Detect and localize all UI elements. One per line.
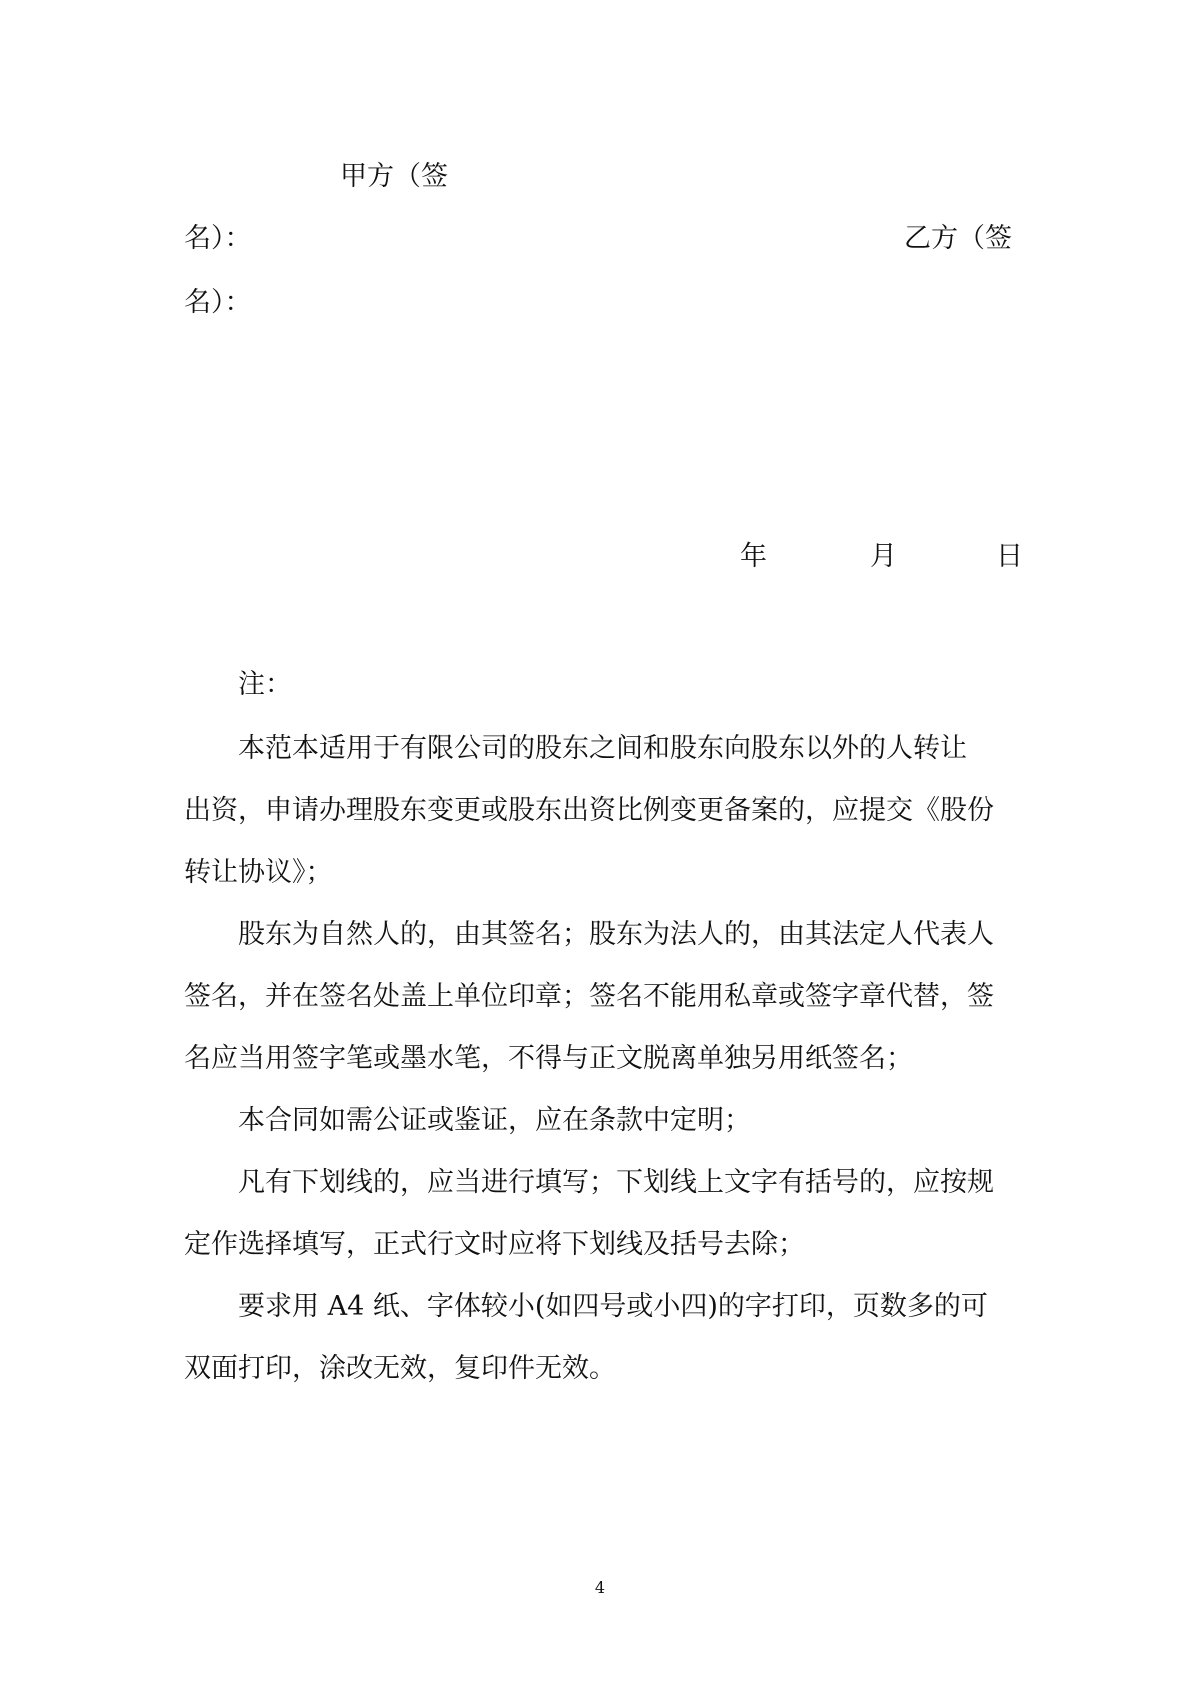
- party-a-label-line1: 甲方（签: [340, 161, 448, 192]
- note-line: 名应当用签字笔或墨水笔，不得与正文脱离单独另用纸签名；: [184, 1043, 913, 1074]
- date-month: 月: [870, 541, 897, 572]
- party-b-label-line2: 名）：: [184, 287, 252, 318]
- note-line: 签名，并在签名处盖上单位印章；签名不能用私章或签字章代替，签: [184, 981, 994, 1012]
- note-line: 双面打印，涂改无效，复印件无效。: [184, 1353, 616, 1384]
- note-line: 本合同如需公证或鉴证，应在条款中定明；: [238, 1105, 751, 1136]
- note-line: 凡有下划线的，应当进行填写；下划线上文字有括号的，应按规: [238, 1167, 994, 1198]
- date-day: 日: [996, 541, 1023, 572]
- note-line: 出资，申请办理股东变更或股东出资比例变更备案的，应提交《股份: [184, 795, 994, 826]
- party-b-label-line1: 乙方（签: [904, 223, 1012, 254]
- page-number: 4: [594, 1578, 606, 1597]
- date-year: 年: [740, 541, 767, 572]
- party-a-label-line2: 名）：: [184, 223, 252, 254]
- note-line: 要求用 A4 纸、字体较小(如四号或小四)的字打印，页数多的可: [238, 1291, 988, 1322]
- note-line: 本范本适用于有限公司的股东之间和股东向股东以外的人转让: [238, 733, 967, 764]
- note-line: 转让协议》；: [184, 857, 333, 888]
- note-line: 定作选择填写，正式行文时应将下划线及括号去除；: [184, 1229, 805, 1260]
- note-line: 股东为自然人的，由其签名；股东为法人的，由其法定人代表人: [238, 919, 994, 950]
- notes-heading: 注：: [238, 669, 292, 700]
